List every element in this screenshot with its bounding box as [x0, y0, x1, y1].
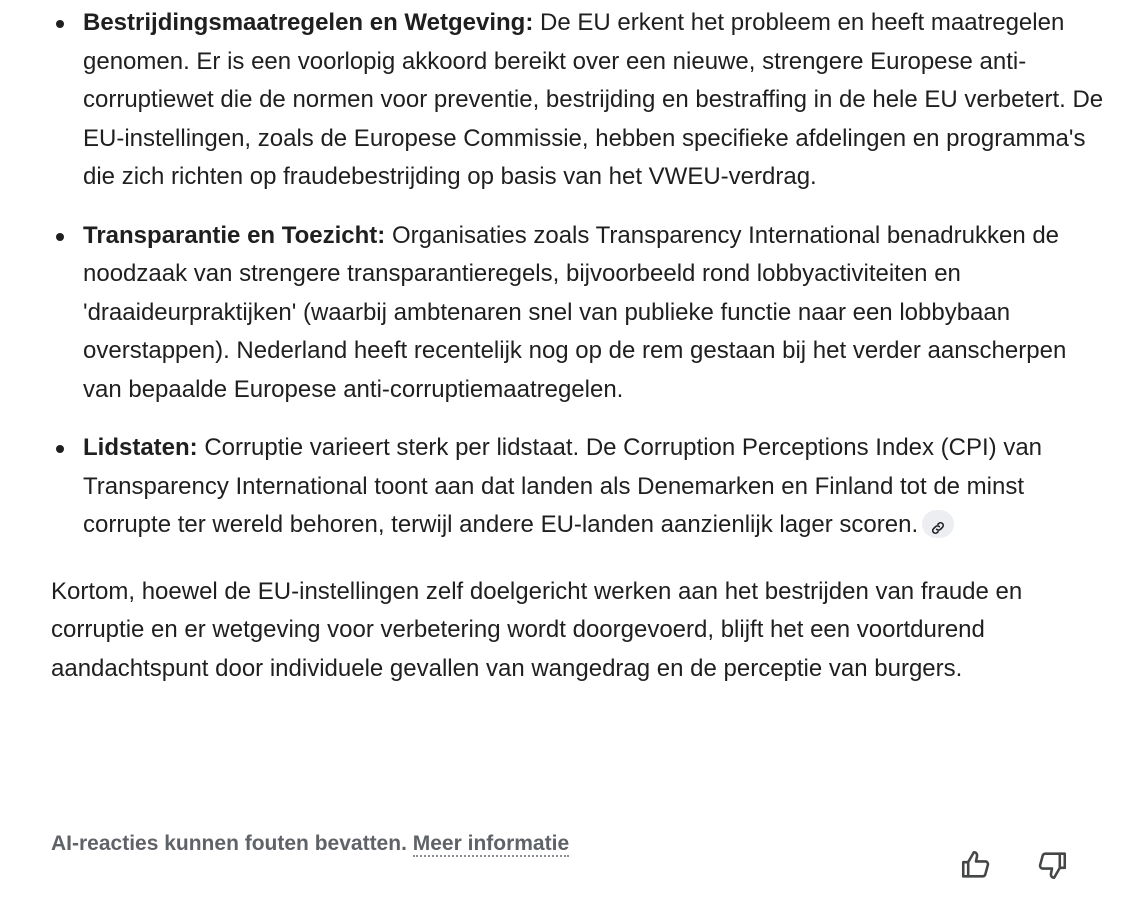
- disclaimer-text: AI-reacties kunnen fouten bevatten.: [51, 832, 413, 855]
- thumbs-up-icon: [959, 848, 993, 882]
- bullet-title: Bestrijdingsmaatregelen en Wetgeving:: [83, 9, 534, 36]
- disclaimer: [51, 832, 569, 856]
- ai-response: [51, 4, 1111, 688]
- bullet-dot: [56, 445, 64, 453]
- source-link-button[interactable]: [922, 510, 954, 538]
- bullet-dot: [56, 20, 64, 28]
- more-info-link[interactable]: Meer informatie: [412, 832, 570, 855]
- bullet-text: Corruptie varieert sterk per lidstaat. De Corruption Perceptions Index (CPI) van Transparency International toont aan dat landen als Denemarken en Finland tot de minst corrupte ter wereld behoren, terwijl andere EU-landen aanzienlijk lager scoren.: [83, 434, 1043, 538]
- bullet-title: Transparantie en Toezicht:: [83, 221, 386, 249]
- thumbs-down-button[interactable]: [1032, 845, 1072, 885]
- list-item: [51, 217, 1111, 410]
- list-item: [51, 429, 1111, 545]
- bullet-text: Organisaties zoals Transparency International benadrukken de noodzaak van strengere transparantieregels, bijvoorbeeld rond lobbyactiviteiten en 'draaideurpraktijken' (waarbij ambtenaren snel van publieke functie naar een lobbybaan overstappen). Nederland heeft recentelijk nog op de rem gestaan bij het verder aanscherpen van bepaalde Europese anti-corruptiemaatregelen.: [83, 221, 1067, 403]
- bullet-list: [51, 4, 1111, 545]
- thumbs-up-button[interactable]: [956, 845, 996, 885]
- bullet-title: Lidstaten:: [83, 434, 198, 461]
- list-item: [51, 4, 1111, 197]
- link-icon: [930, 520, 946, 536]
- bullet-dot: [56, 233, 64, 241]
- bullet-text: De EU erkent het probleem en heeft maatregelen genomen. Er is een voorlopig akkoord bereikt over een nieuwe, strengere Europese anti-corruptiewet die de normen voor preventie, bestrijding en bestraffing in de hele EU verbetert. De EU-instellingen, zoals de Europese Commissie, hebben specifieke afdelingen en programma's die zich richten op fraudebestrijding op basis van het VWEU-verdrag.: [83, 9, 1104, 190]
- summary-paragraph: Kortom, hoewel de EU-instellingen zelf doelgericht werken aan het bestrijden van fraude en corruptie en er wetgeving voor verbetering wordt doorgevoerd, blijft het een voortdurend aandachtspunt door individuele gevallen van wangedrag en de perceptie van burgers.: [51, 577, 1023, 682]
- thumbs-down-icon: [1035, 848, 1069, 882]
